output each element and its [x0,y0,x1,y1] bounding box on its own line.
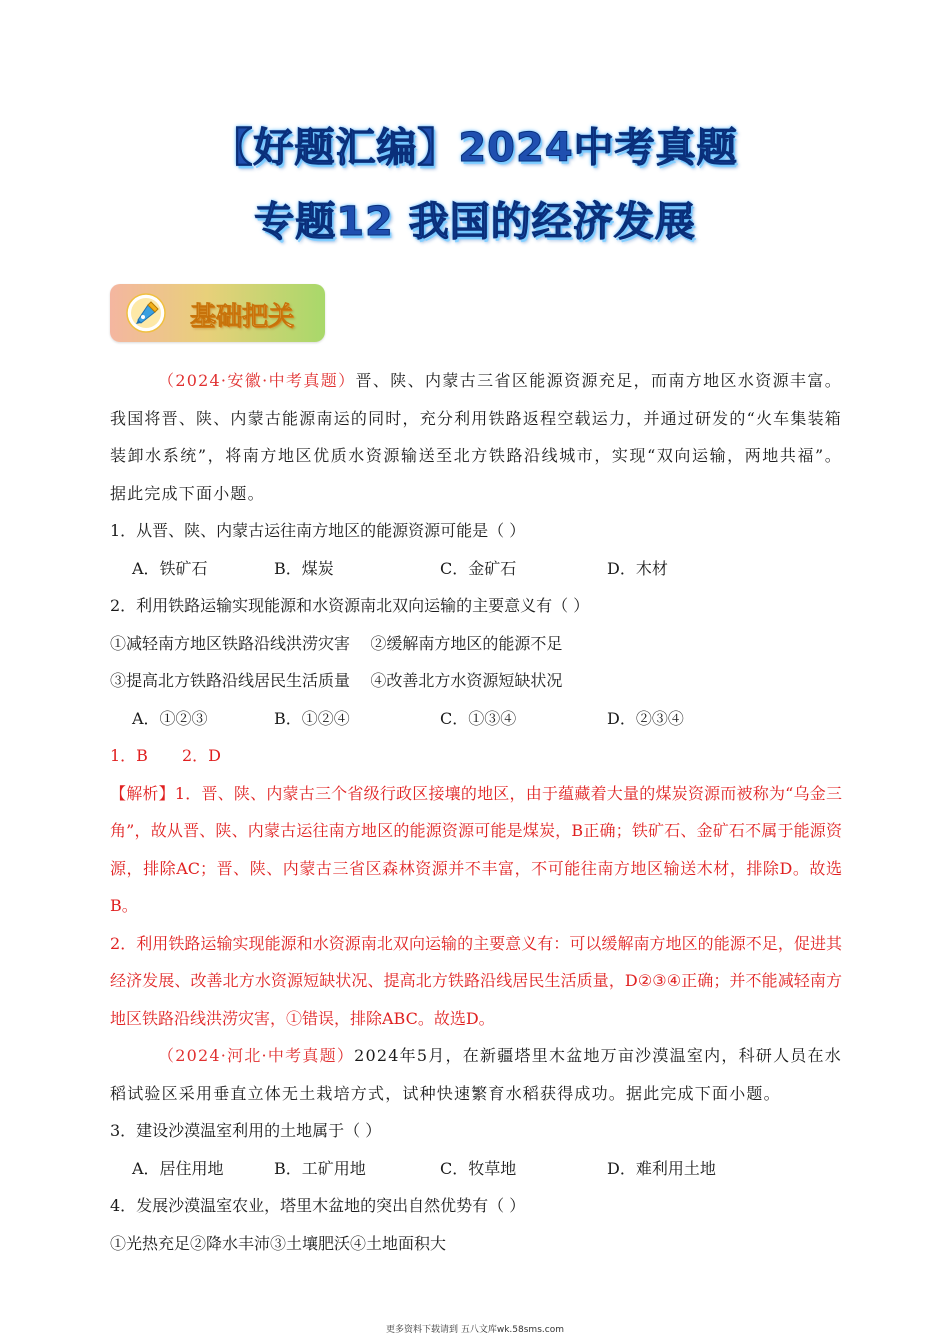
question-options [110,1150,842,1188]
question-statement: ③提高北方铁路沿线居民生活质量 ④改善北方水资源短缺状况 [110,671,563,690]
pen-nib-icon [126,293,166,333]
option-a: A．居住用地 [132,1158,224,1178]
passage-source: （2024·河北·中考真题） [158,1046,355,1065]
page-footer: 更多资料下载请到 五八文库wk.58sms.com [386,1325,564,1335]
passage-2 [110,1037,842,1112]
question-stem: 3．建设沙漠温室利用的土地属于（ ） [110,1121,382,1140]
section-badge [110,284,325,342]
option-c: C．牧草地 [440,1158,517,1178]
option-c: C．金矿石 [440,558,517,578]
question-statement: ①光热充足②降水丰沛③土壤肥沃④土地面积大 [110,1233,447,1253]
analysis-text: 1．晋、陕、内蒙古三个省级行政区接壤的地区，由于蕴藏着大量的煤炭资源而被称为“乌金三角”，故从晋、陕、内蒙古运往南方地区的能源资源可能是煤炭，B正确；铁矿石、金矿石不属于能源资源，排除AC；晋、陕、内蒙古三省区森林资源并不丰富，不可能往南方地区输送木材，排除D。故选B。 [110,783,842,915]
option-d: D．难利用土地 [607,1158,716,1178]
analysis-tag: 【解析】 [110,783,175,803]
question-stem: 2．利用铁路运输实现能源和水资源南北双向运输的主要意义有（ ） [110,596,590,615]
passage-source: （2024·安徽·中考真题） [158,371,356,390]
passage-text: 晋、陕、内蒙古三省区能源资源充足，而南方地区水资源丰富。我国将晋、陕、内蒙古能源南运的同时，充分利用铁路返程空载运力，并通过研发的“火车集装箱装卸水系统”，将南方地区优质水资源输送至北方铁路沿线城市，实现“双向运输，两地共福”。据此完成下面小题。 [110,371,842,503]
option-b: B．工矿用地 [274,1158,366,1178]
option-a: A．铁矿石 [132,558,208,578]
option-d: D．木材 [607,558,668,578]
analysis-2: 2．利用铁路运输实现能源和水资源南北双向运输的主要意义有：可以缓解南方地区的能源不足，促进其经济发展、改善北方水资源短缺状况、提高北方铁路沿线居民生活质量，D②③④正确；并不能减轻南方地区铁路沿线洪涝灾害，①错误，排除ABC。故选D。 [110,933,842,1028]
option-a: A．①②③ [132,708,208,728]
page-subtitle: 专题12 我国的经济发展 [254,199,696,245]
answer-2: 2．D [181,746,221,765]
option-d: D．②③④ [607,708,684,728]
question-stem: 1．从晋、陕、内蒙古运往南方地区的能源资源可能是（ ） [110,521,526,540]
question-options [110,550,842,588]
answer-key [110,737,842,775]
page-title: 【好题汇编】2024中考真题 [212,125,738,171]
document-body [110,362,842,1262]
question-stem: 4．发展沙漠温室农业，塔里木盆地的突出自然优势有（ ） [110,1196,526,1215]
passage-text: 2024年5月，在新疆塔里木盆地万亩沙漠温室内，科研人员在水稻试验区采用垂直立体无土栽培方式，试种快速繁育水稻获得成功。据此完成下面小题。 [110,1046,842,1103]
option-b: B．煤炭 [274,558,334,578]
question-options [110,700,842,738]
passage-1 [110,362,842,512]
section-badge-label: 基础把关 [190,302,295,332]
question-statement: ①减轻南方地区铁路沿线洪涝灾害 ②缓解南方地区的能源不足 [110,633,563,653]
analysis-1 [110,775,842,925]
answer-1: 1．B [110,746,148,765]
option-b: B．①②④ [274,708,350,728]
option-c: C．①③④ [440,708,517,728]
